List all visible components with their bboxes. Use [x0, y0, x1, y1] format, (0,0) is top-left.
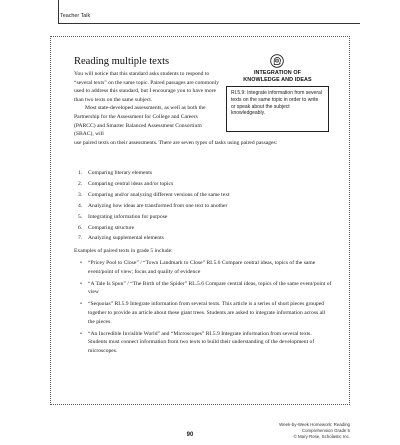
intro-paragraph-1: You will notice that this standard asks students to respond to “several texts” on the same topic. Paired passages are commonly used to address this standard, but I encourage you to have more than two texts on the same subject. — [74, 71, 220, 103]
examples-list — [80, 259, 332, 359]
page-number: 90 — [186, 432, 194, 438]
list-item: • “A Tale Is Spun” / “The Birth of the Spider” RL.5.6 Compare central ideas, topics of the same event/point of view — [80, 280, 332, 296]
sidebar-heading — [226, 70, 329, 84]
bullet-icon: • — [80, 301, 82, 308]
examples-intro: Examples of paired texts in grade 5 include: — [74, 248, 173, 254]
intro-continuation — [74, 139, 330, 148]
header-rule-vertical — [58, 0, 59, 23]
bullet-icon: • — [80, 260, 82, 266]
intro-text — [74, 70, 220, 139]
standard-sidebar — [226, 54, 329, 132]
header-rule-horizontal — [58, 23, 360, 24]
list-item: 4. Analyzing how ideas are transformed from one text to another — [78, 202, 228, 209]
section-label: Teacher Talk — [60, 13, 91, 19]
sidebar-heading-line-2: KNOWLEDGE AND IDEAS — [243, 77, 312, 83]
list-item: 1. Comparing literary elements — [78, 170, 152, 176]
list-item: 3. Comparing and/or analyzing different versions of the same text — [78, 191, 230, 198]
list-item: • “Pricey Pool to Close” / “Town Landmark to Close” RI.5.6 Compare central ideas, topics of the same event/point of view; focus and quality of evidence — [80, 260, 316, 275]
task-type-list — [78, 168, 230, 244]
credit-line — [250, 422, 350, 440]
intro-paragraph-2b: use paired texts on their assessments. There are seven types of tasks using paired passages: — [74, 140, 278, 146]
intro-paragraph-2a: Most state-developed assessments, as well as both the Partnership for the Assessment for College and Careers (PARCC) and Smarter Balanced Assessment Consortium (SBAC), will — [74, 105, 206, 138]
list-item: 5. Integrating information for purpose — [78, 213, 168, 220]
credit-line-1: Week-by-Week Homework: Reading Comprehension Grade 5 — [279, 422, 350, 433]
page-title: Reading multiple texts — [74, 56, 170, 67]
bullet-icon: • — [80, 330, 82, 337]
list-item: • “Sequoias” RI.5.9 Integrate information from several texts. This article is a series of short pieces grouped together to provide an article about these giant trees. Students are asked to integrate information across all the pieces. — [80, 301, 326, 325]
standard-box: RI.5.9: Integrate information from several texts on the same topic in order to write or speak about the subject knowledgeably. — [226, 86, 329, 132]
head-gears-icon — [270, 54, 284, 68]
list-item: 2. Comparing central ideas and/or topics — [78, 180, 174, 187]
bullet-icon: • — [80, 280, 82, 287]
list-item: • “An Incredible Invisible World” and “Microscopes” RI.5.9 Integrate information from several texts. Students must connect information from two texts to build their understanding of the development of microscopes. — [80, 330, 315, 354]
credit-line-2: © Mary Rose, Scholastic Inc. — [293, 434, 350, 439]
list-item: 7. Analyzing supplemental elements — [78, 235, 164, 242]
sidebar-heading-line-1: INTEGRATION OF — [253, 70, 302, 76]
list-item: 6. Comparing structure — [78, 224, 135, 231]
